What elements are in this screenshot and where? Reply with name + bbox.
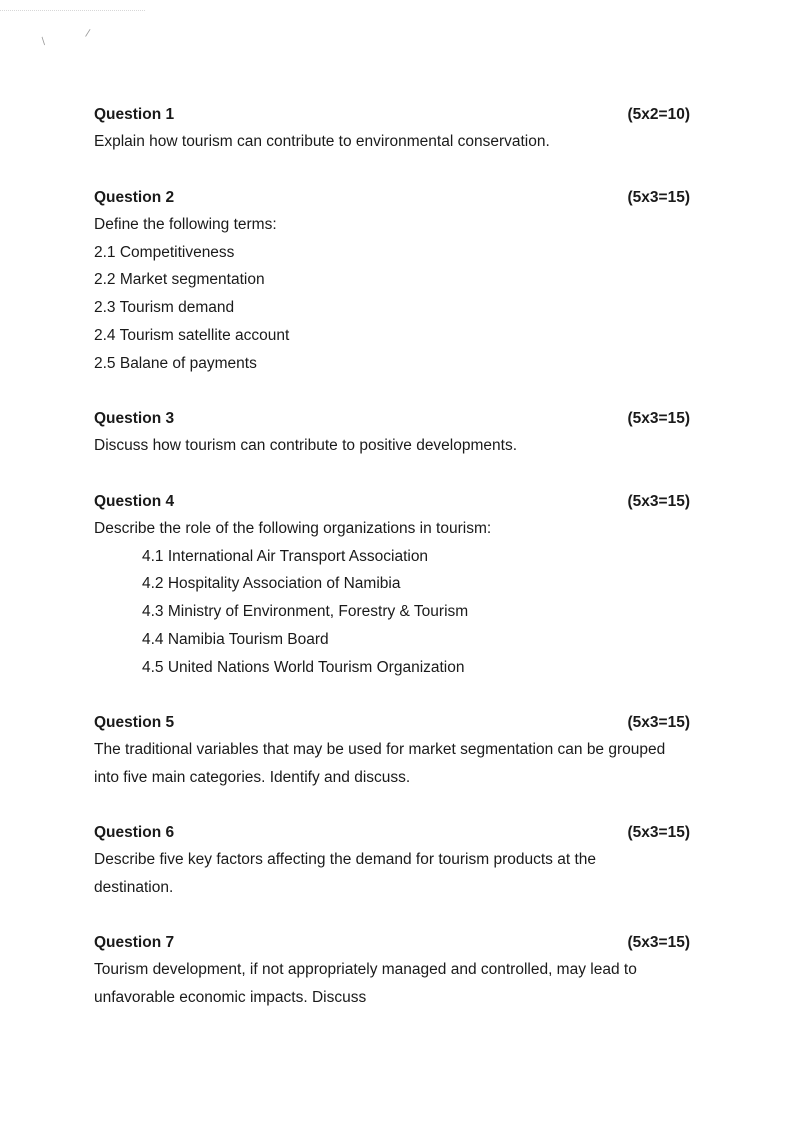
organization-item: 4.3 Ministry of Environment, Forestry & Tourism — [142, 603, 469, 621]
question-text: Discuss how tourism can contribute to positive developments. — [94, 437, 518, 454]
question-4 — [94, 491, 690, 681]
scan-mark: / — [39, 36, 49, 47]
question-1 — [94, 104, 690, 156]
term-item: 2.1 Competitiveness — [94, 243, 235, 261]
question-header — [94, 104, 690, 128]
question-marks: (5x3=15) — [627, 934, 690, 951]
question-header — [94, 408, 690, 432]
question-marks: (5x3=15) — [627, 714, 690, 731]
question-3 — [94, 408, 690, 460]
question-text: unfavorable economic impacts. Discuss — [94, 988, 367, 1006]
term-item: 2.5 Balane of payments — [94, 354, 257, 372]
organization-item: 4.4 Namibia Tourism Board — [142, 630, 329, 648]
question-6 — [94, 822, 690, 901]
question-header — [94, 187, 690, 211]
question-text: Explain how tourism can contribute to environmental conservation. — [94, 133, 550, 150]
question-text: Tourism development, if not appropriately managed and controlled, may lead to — [94, 961, 637, 978]
question-marks: (5x3=15) — [627, 493, 690, 510]
question-title: Question 7 — [94, 934, 175, 951]
question-marks: (5x3=15) — [627, 189, 690, 206]
question-marks: (5x3=15) — [627, 824, 690, 841]
question-title: Question 4 — [94, 493, 175, 510]
question-title: Question 6 — [94, 824, 175, 841]
question-title: Question 1 — [94, 106, 175, 123]
term-item: 2.3 Tourism demand — [94, 299, 235, 317]
organization-item: 4.2 Hospitality Association of Namibia — [142, 575, 401, 593]
scan-edge-line — [0, 10, 145, 11]
question-header — [94, 822, 690, 846]
question-header — [94, 491, 690, 515]
scan-mark: / — [84, 27, 91, 40]
term-item: 2.4 Tourism satellite account — [94, 326, 290, 344]
organization-item: 4.5 United Nations World Tourism Organization — [142, 658, 465, 676]
question-marks: (5x3=15) — [627, 410, 690, 427]
question-text: destination. — [94, 878, 174, 896]
question-text: Describe the role of the following organizations in tourism: — [94, 520, 492, 537]
question-text: Describe five key factors affecting the demand for tourism products at the — [94, 851, 596, 868]
question-text: into five main categories. Identify and discuss. — [94, 768, 411, 786]
question-header — [94, 712, 690, 736]
question-title: Question 2 — [94, 189, 175, 206]
question-7 — [94, 932, 690, 1011]
question-title: Question 3 — [94, 410, 175, 427]
question-marks: (5x2=10) — [627, 106, 690, 123]
question-text: Define the following terms: — [94, 216, 277, 233]
question-2 — [94, 187, 690, 377]
term-item: 2.2 Market segmentation — [94, 271, 265, 289]
question-header — [94, 932, 690, 956]
organization-item: 4.1 International Air Transport Association — [142, 547, 429, 565]
question-5 — [94, 712, 690, 791]
question-text: The traditional variables that may be used for market segmentation can be grouped — [94, 741, 666, 758]
question-title: Question 5 — [94, 714, 175, 731]
